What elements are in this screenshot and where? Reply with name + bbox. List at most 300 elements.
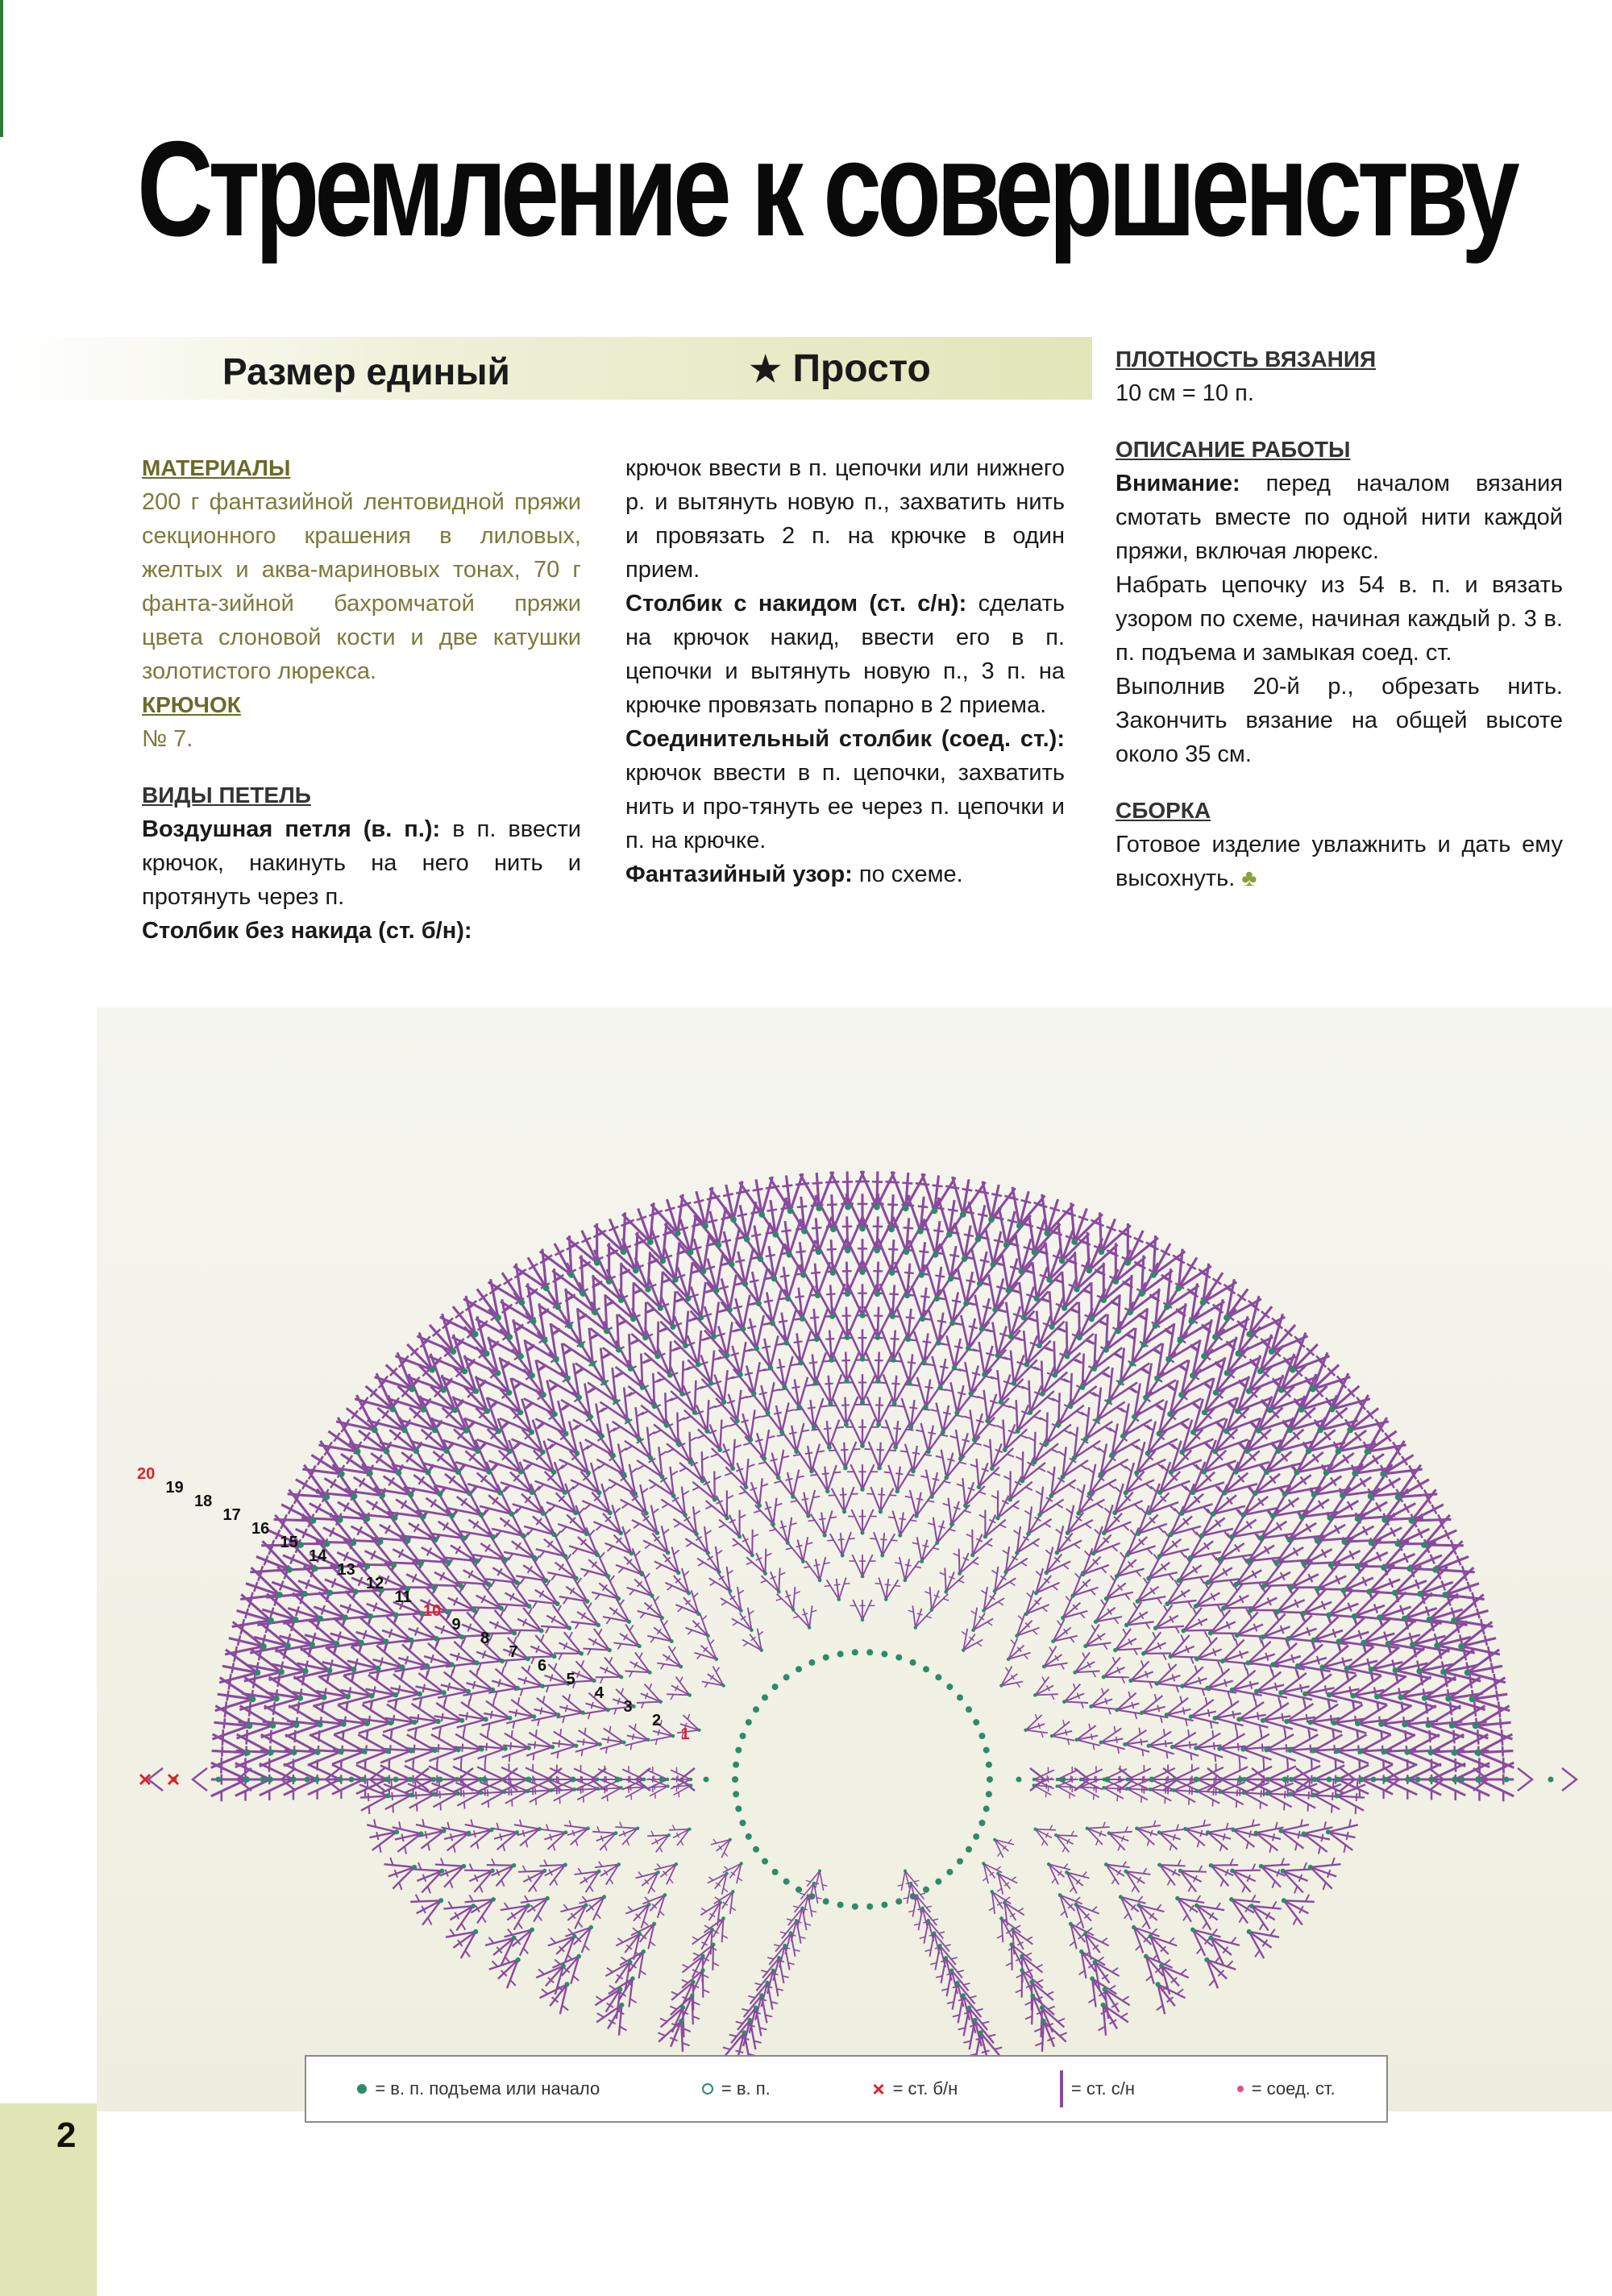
stitch-group — [999, 1636, 1032, 1671]
row-number: 4 — [595, 1684, 604, 1702]
chain-dot — [923, 1666, 929, 1672]
chain-dot — [526, 1777, 532, 1783]
stitch-group — [613, 1546, 654, 1587]
stitch-group — [667, 1818, 696, 1848]
chain-dot — [1194, 1777, 1199, 1783]
stitch-group — [663, 1566, 701, 1604]
row-number: 7 — [509, 1643, 518, 1661]
stitch-group — [625, 1722, 653, 1753]
stitch-group — [600, 1725, 629, 1757]
stitch-group — [526, 1729, 557, 1762]
chain-dot — [837, 1650, 844, 1657]
stitch-group — [1096, 1655, 1131, 1692]
stitch-group — [1240, 1638, 1281, 1680]
stitch-group — [440, 1414, 493, 1468]
chain-dot — [1327, 1777, 1332, 1783]
stitch-group — [629, 1913, 667, 1951]
chain-dot — [808, 1659, 815, 1666]
stitch-group — [1058, 1913, 1097, 1951]
stitch-group — [1214, 1580, 1257, 1625]
stitch-group — [1040, 1854, 1073, 1887]
stitch-group — [958, 1409, 999, 1447]
stitch-group — [655, 1643, 690, 1679]
stitch-group — [591, 1502, 634, 1546]
legend-slst: = соед. ст. — [1237, 2078, 1336, 2099]
stitch-group — [849, 1555, 875, 1578]
chain-dot — [753, 1846, 759, 1853]
stitch-group — [1115, 1525, 1158, 1568]
stitch-group — [862, 1397, 897, 1428]
stitch-group — [1136, 1692, 1170, 1728]
row-number: 6 — [538, 1657, 547, 1675]
stitch-group — [729, 1361, 772, 1401]
chain-dot — [966, 1846, 972, 1853]
chain-dot — [983, 1805, 990, 1812]
stitch-group — [1081, 1951, 1123, 1992]
chain-dot — [1061, 1777, 1066, 1783]
chain-dot — [946, 1869, 953, 1875]
stitch-group — [971, 1585, 1007, 1620]
stitches-heading: ВИДЫ ПЕТЕЛЬ — [142, 783, 311, 808]
stitch-group — [1121, 1727, 1150, 1759]
stitch-group — [366, 1815, 402, 1854]
row-number: 11 — [394, 1588, 412, 1606]
legend-dc: = ст. с/н — [1060, 2070, 1135, 2107]
stitch-group — [683, 1525, 722, 1563]
row-number: 9 — [451, 1616, 461, 1634]
sc-stitch-text: крючок ввести в п. цепочки или нижнего р. и вытянуть новую п., захватить нить и провязать 2 п. на крючке в один прием. — [625, 455, 1065, 583]
stitch-group — [953, 1627, 986, 1659]
materials-text: 200 г фантазийной лентовидной пряжи секционного крашения в лиловых, желтых и аква-мариновых тонах, 70 г фанта-зийной бахромчатой пряжи цвета слоновой кости и две катушки золотистого люрекса. — [142, 489, 581, 684]
star-icon: ★ — [750, 350, 782, 389]
chain-dot — [746, 1833, 752, 1840]
stitch-group — [402, 1459, 454, 1512]
stitch-group — [1209, 1334, 1265, 1389]
slst-stitch-def: Соединительный столбик (соед. ст.): крючок ввести в п. цепочки, захватить нить и про-тянуть ее через п. цепочки и п. на крючке. — [625, 726, 1065, 853]
stitch-group — [845, 1374, 879, 1405]
chain-dot — [973, 1719, 979, 1725]
page-number-band — [0, 2103, 97, 2296]
column-materials — [142, 451, 581, 948]
stitch-group — [1091, 1502, 1134, 1546]
row-number: 19 — [165, 1479, 184, 1497]
stitch-group — [602, 1524, 645, 1566]
stitch-group — [1024, 1566, 1062, 1604]
stitch-group — [709, 1830, 738, 1860]
stitch-group — [850, 1600, 875, 1621]
chain-dot — [923, 1887, 929, 1893]
chart-legend — [305, 2055, 1388, 2123]
stitch-group — [828, 1397, 863, 1428]
page-title: Стремление к совершенству — [137, 113, 1515, 264]
chain-dot — [762, 1858, 768, 1865]
stitch-group — [383, 1850, 422, 1892]
stitch-group — [623, 1650, 658, 1686]
row-number: 15 — [280, 1534, 298, 1551]
row-number: 5 — [566, 1671, 575, 1688]
stitch-group — [1061, 1568, 1100, 1608]
stitch-group — [510, 1605, 550, 1646]
work-step-2: Набрать цепочку из 54 в. п. и вязать узором по схеме, начиная каждый р. 3 в. п. подъема и замыкая соед. ст. — [1116, 572, 1563, 666]
stitch-group — [1028, 1674, 1060, 1707]
stitch-group — [419, 1639, 459, 1683]
stitch-group — [1110, 1884, 1148, 1923]
stitch-group — [581, 1625, 618, 1664]
stitch-group — [932, 1953, 966, 1984]
stitch-group — [829, 1442, 862, 1472]
row-number: 10 — [423, 1602, 442, 1620]
chain-dot — [987, 1776, 993, 1783]
chain-dot — [1415, 1777, 1421, 1783]
stitch-group — [555, 1502, 600, 1547]
stitch-group — [1186, 1696, 1219, 1733]
chain-dot — [796, 1887, 802, 1893]
chain-dot — [733, 1791, 739, 1797]
stitch-group — [563, 1815, 594, 1848]
stitch-group — [740, 1627, 773, 1659]
difficulty-label — [750, 347, 931, 391]
stitch-group — [1072, 1923, 1111, 1962]
stitch-group — [993, 1664, 1025, 1697]
chain-dot — [881, 1902, 887, 1908]
stitch-group — [1015, 1588, 1052, 1625]
chain-dot — [1149, 1777, 1155, 1783]
stitch-group — [1323, 1815, 1359, 1854]
gauge-text: 10 см = 10 п. — [1116, 380, 1254, 406]
stitch-group — [715, 1341, 759, 1382]
chain-dot — [704, 1777, 709, 1783]
chain-dot — [796, 1666, 802, 1672]
stitch-group — [545, 1924, 587, 1966]
stitch-group — [1070, 1546, 1111, 1587]
size-label: Размер единый — [222, 351, 510, 392]
stitch-group — [1097, 1725, 1126, 1757]
stitch-group — [1086, 1596, 1124, 1635]
stitch-group — [966, 1341, 1010, 1382]
row-number: 2 — [652, 1712, 662, 1729]
stitch-group — [980, 1883, 1013, 1916]
chevron-mark — [1518, 1768, 1532, 1791]
page-number: 2 — [56, 2115, 77, 2155]
chevron-mark — [1562, 1768, 1577, 1791]
stitch-group — [1252, 1436, 1304, 1489]
stitch-group — [1257, 1699, 1293, 1738]
legend-lift: = в. п. подъема или начало — [357, 2078, 600, 2099]
chain-dot — [823, 1655, 829, 1661]
row-number: 20 — [137, 1465, 156, 1483]
cross-icon: × — [872, 2076, 885, 2101]
work-step-3: Выполнив 20-й р., обрезать нить. Закончить вязание на общей высоте около 35 см. — [1116, 674, 1563, 767]
stitch-group — [866, 1487, 897, 1515]
stitch-group — [603, 1951, 645, 1992]
stitch-group — [746, 1335, 789, 1374]
stitch-group — [1174, 1605, 1215, 1646]
row-number: 1 — [680, 1725, 690, 1743]
stitch-group — [575, 1727, 604, 1759]
chain-dot — [1504, 1777, 1510, 1783]
stitch-group — [1153, 1819, 1184, 1853]
chain-dot — [866, 1904, 873, 1910]
stitch-group — [517, 1857, 553, 1895]
stitch-group — [635, 1592, 673, 1630]
chain-dot — [895, 1898, 902, 1904]
difficulty-text: Просто — [792, 347, 931, 390]
chain-dot — [740, 1733, 746, 1739]
stitch-group — [1241, 1891, 1283, 1934]
stitch-group — [1221, 1373, 1276, 1427]
stitch-group — [1020, 1713, 1049, 1743]
stitch-group — [1049, 1824, 1078, 1855]
chevron-mark — [193, 1768, 207, 1791]
chain-dot — [772, 1684, 779, 1690]
row-number: 8 — [480, 1630, 490, 1647]
stitch-group — [498, 1891, 538, 1933]
stitch-group — [847, 1464, 878, 1492]
stitch-group — [873, 1577, 901, 1603]
chain-dot — [260, 1777, 266, 1783]
chain-dot — [753, 1706, 759, 1713]
stitch-group — [712, 1883, 745, 1916]
chain-dot — [852, 1904, 858, 1910]
hook-size: № 7. — [142, 726, 193, 752]
stitch-group — [521, 1503, 567, 1550]
stitch-group — [431, 1699, 467, 1738]
stitch-group — [443, 1916, 488, 1962]
stitch-group — [572, 1858, 608, 1895]
legend-chain: = в. п. — [702, 2078, 771, 2099]
stitch-group — [635, 1681, 667, 1715]
chart-marks — [140, 1171, 1577, 2064]
stitch-group — [673, 1588, 710, 1625]
stitch-group — [670, 1505, 710, 1544]
stitch-group — [518, 1884, 558, 1924]
stitch-group — [1035, 1643, 1070, 1679]
end-mark-icon: ♣ — [1241, 866, 1257, 891]
stitch-group — [646, 1617, 682, 1654]
chain-dot — [1105, 1777, 1111, 1783]
chain-dot — [910, 1659, 916, 1666]
column-stitches — [625, 451, 1065, 891]
chain-dot — [935, 1674, 941, 1680]
stitch-group — [804, 1866, 831, 1891]
stitch-group — [1242, 1393, 1296, 1447]
chain-dot — [783, 1879, 790, 1885]
stitch-group — [863, 1442, 896, 1472]
dc-symbol-icon — [1060, 2070, 1063, 2107]
hook-heading: КРЮЧОК — [142, 692, 241, 717]
stitch-group — [692, 1636, 726, 1671]
stitch-group — [1085, 1686, 1117, 1720]
stitch-group — [904, 1605, 934, 1633]
stitch-group — [646, 1824, 675, 1855]
stitch-group — [1149, 1661, 1185, 1699]
stitch-group — [540, 1819, 571, 1853]
assembly-heading: СБОРКА — [1116, 798, 1211, 823]
stitch-group — [784, 1536, 817, 1567]
stitch-group — [700, 1664, 733, 1697]
stitch-group — [1237, 1916, 1282, 1962]
stitch-group — [1169, 1729, 1199, 1762]
filled-dot-icon — [357, 2084, 367, 2094]
stitch-group — [1124, 1502, 1170, 1547]
stitch-group — [1265, 1639, 1306, 1683]
chain-dot — [881, 1650, 887, 1657]
stitch-group — [993, 1545, 1031, 1582]
stitch-group — [442, 1891, 484, 1934]
stitch-group — [593, 1995, 638, 2038]
chain-dot — [852, 1649, 858, 1655]
stitch-group — [824, 1577, 852, 1603]
stitch-group — [456, 1698, 492, 1737]
legend-sc: × = ст. б/н — [872, 2076, 958, 2101]
stitch-group — [807, 1510, 839, 1539]
stitch-group — [600, 1596, 639, 1635]
chain-dot — [216, 1777, 222, 1783]
chain-dot — [1371, 1777, 1377, 1783]
chain-dot — [957, 1694, 963, 1700]
row-number: 12 — [366, 1575, 384, 1592]
stitch-group — [1047, 1718, 1075, 1749]
stitch-group — [1215, 1636, 1254, 1678]
stitch-group — [625, 1568, 664, 1608]
stitch-group — [936, 1335, 978, 1374]
chain-dot — [732, 1776, 738, 1783]
chain-dot — [615, 1777, 621, 1783]
stitch-group — [1057, 1861, 1091, 1895]
stitch-group — [894, 1866, 920, 1891]
crochet-chart — [0, 1007, 1612, 2103]
chain-dot — [823, 1898, 829, 1904]
stitch-group — [1057, 1681, 1090, 1715]
stitch-group — [1302, 1850, 1342, 1892]
stitch-group — [1066, 1650, 1101, 1686]
stitch-group — [1210, 1697, 1244, 1735]
stitch-group — [718, 1585, 754, 1620]
sc-stitch-term: Столбик без накида (ст. б/н): — [142, 918, 472, 944]
row-number: 18 — [194, 1493, 213, 1510]
chain-dot — [979, 1733, 986, 1739]
stitch-group — [1271, 1459, 1323, 1512]
stitch-group — [408, 1414, 462, 1468]
chain-dot — [957, 1858, 963, 1865]
chain-dot — [735, 1747, 742, 1754]
stitch-group — [1131, 1815, 1161, 1848]
chain-dot — [983, 1747, 990, 1754]
stitch-group — [505, 1696, 539, 1733]
work-heading: ОПИСАНИЕ РАБОТЫ — [1116, 437, 1351, 462]
chain-dot — [946, 1684, 953, 1690]
row-number: 13 — [337, 1561, 355, 1579]
row-number: 14 — [309, 1547, 327, 1565]
chain-dot — [772, 1869, 779, 1875]
stitch-group — [1234, 1698, 1269, 1737]
chain-dot — [733, 1762, 739, 1768]
stitch-group — [791, 1605, 822, 1633]
chain-dot — [895, 1655, 902, 1661]
stitch-group — [712, 1389, 754, 1429]
stitch-group — [694, 1545, 732, 1582]
chain-dot — [935, 1879, 941, 1885]
stitch-group — [1103, 1821, 1133, 1854]
stitch-group — [908, 1536, 941, 1567]
stitch-group — [848, 1509, 877, 1534]
stitch-group — [1106, 1625, 1143, 1664]
stitch-group — [1028, 1818, 1057, 1848]
dc-stitch-def: Столбик с накидом (ст. с/н): сделать на крючок накид, ввести его в п. цепочки и вытянуть новую п., 3 п. на крючке провязать попарно в 2 приема. — [625, 591, 1065, 718]
chain-dot — [986, 1762, 992, 1768]
stitch-group — [411, 1854, 451, 1896]
stitch-group — [445, 1638, 485, 1680]
stitch-group — [1076, 1621, 1113, 1659]
materials-heading: МАТЕРИАЛЫ — [142, 455, 291, 480]
stitch-group — [759, 1953, 793, 1984]
chain-dot — [1238, 1777, 1244, 1783]
stitch-group — [1132, 1944, 1175, 1987]
stitch-group — [886, 1510, 918, 1539]
stitch-group — [706, 1565, 742, 1601]
stitch-group — [891, 1556, 922, 1584]
column-work — [1116, 343, 1563, 895]
gauge-heading: ПЛОТНОСТЬ ВЯЗАНИЯ — [1116, 347, 1377, 372]
stitch-group — [1043, 1617, 1079, 1654]
stitch-group — [1014, 1505, 1054, 1544]
stitch-group — [550, 1728, 580, 1761]
stitch-group — [846, 1419, 879, 1448]
stitch-group — [982, 1565, 1018, 1601]
stitch-group — [613, 1923, 653, 1962]
stitch-group — [471, 1636, 510, 1678]
chain-dot — [1460, 1777, 1465, 1783]
stitch-group — [421, 1436, 473, 1489]
stitch-group — [726, 1409, 767, 1447]
page-edge-line — [0, 0, 3, 137]
stitch-group — [567, 1525, 610, 1568]
stitch-group — [1087, 1995, 1132, 2038]
chain-dot — [966, 1706, 972, 1713]
stitch-group — [766, 1941, 799, 1971]
stitch-group — [612, 1621, 649, 1659]
stitch-group — [592, 1821, 622, 1854]
stitch-group — [1224, 1855, 1261, 1895]
stitch-group — [1157, 1503, 1203, 1550]
stitch-group — [868, 1532, 898, 1559]
stitch-group — [468, 1580, 512, 1625]
stitch-group — [926, 1941, 959, 1971]
stitch-group — [1052, 1592, 1090, 1630]
attention-text: Внимание: перед началом вязания смотать вместе по одной нити каждой пряжи, включая люрекс. — [1116, 471, 1563, 564]
stitch-group — [556, 1692, 589, 1728]
chain-dot — [979, 1820, 986, 1826]
chain-stitch-def: Воздушная петля (в. п.): в п. ввести крючок, накинуть на него нить и протянуть через п. — [142, 816, 581, 910]
row-number: 16 — [251, 1520, 270, 1538]
row-number: 3 — [623, 1698, 633, 1716]
chain-dot — [740, 1820, 746, 1826]
stitch-group — [450, 1373, 505, 1427]
stitch-group — [1221, 1884, 1262, 1926]
chain-dot — [659, 1777, 665, 1783]
stitch-group — [1186, 1891, 1226, 1933]
stitch-group — [1193, 1945, 1238, 1991]
chain-dot — [746, 1719, 752, 1725]
stitch-group — [1274, 1854, 1314, 1896]
stitch-group — [569, 1599, 609, 1639]
stitch-group — [827, 1532, 857, 1559]
stitch-group — [1116, 1599, 1156, 1639]
stitch-group — [1138, 1924, 1180, 1966]
stitch-group — [987, 1830, 1016, 1860]
stitch-group — [828, 1487, 859, 1515]
stitch-group — [992, 1894, 1027, 1927]
